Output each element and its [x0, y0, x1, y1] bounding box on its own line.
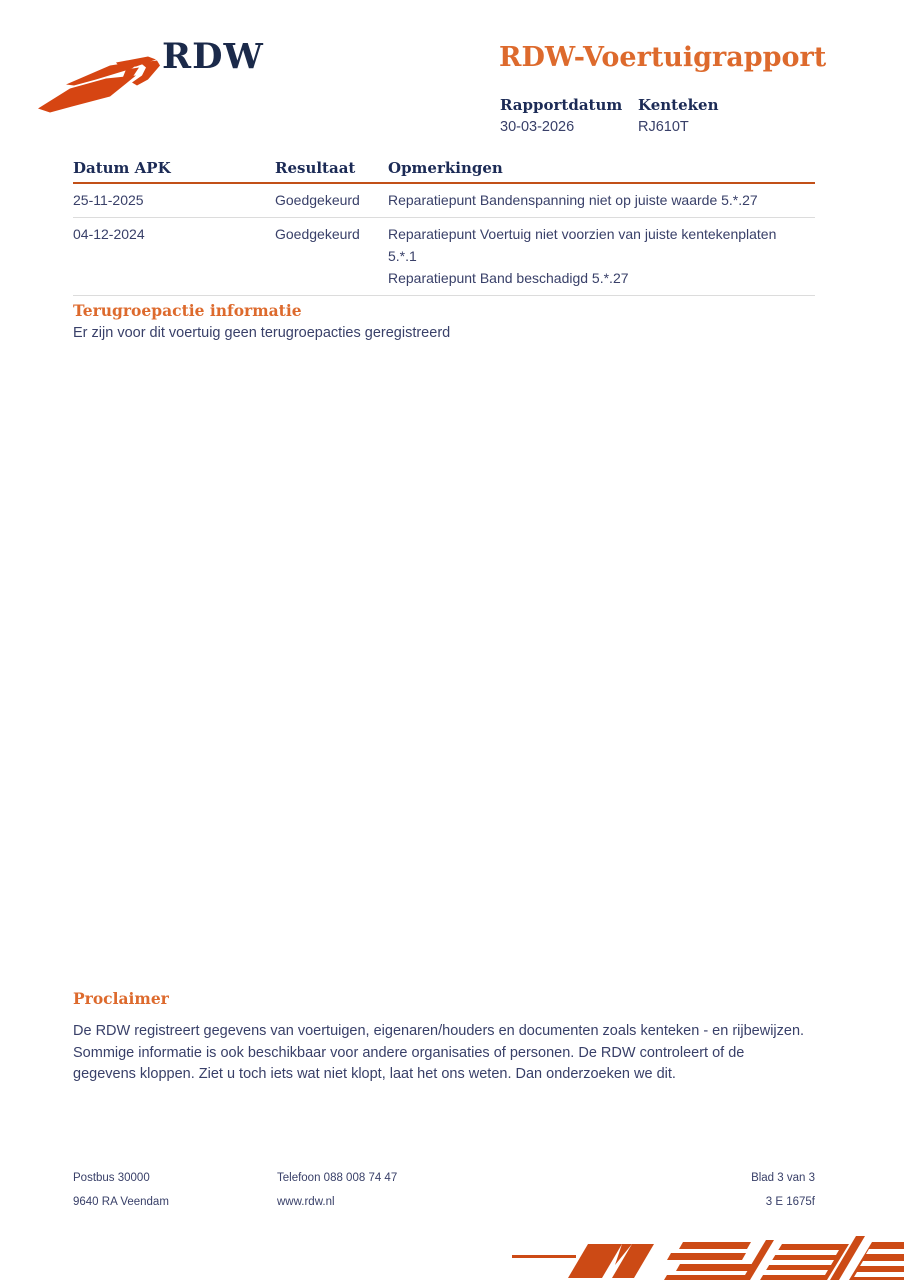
remark-line: Reparatiepunt Voertuig niet voorzien van juiste kentekenplaten 5.*.1 — [388, 226, 777, 264]
cell-opmerkingen — [388, 189, 815, 211]
rdw-feather-icon — [36, 50, 166, 118]
report-date-label: Rapportdatum — [500, 96, 623, 114]
recall-section-body: Er zijn voor dit voertuig geen terugroepacties geregistreerd — [73, 325, 451, 341]
table-row — [73, 184, 815, 218]
page-title: RDW-Voertuigrapport — [499, 42, 827, 73]
report-date-value: 30-03-2026 — [500, 119, 575, 135]
license-plate-value: RJ610T — [638, 119, 689, 135]
cell-datum: 25-11-2025 — [73, 192, 144, 208]
cell-resultaat: Goedgekeurd — [275, 226, 360, 242]
table-row — [73, 218, 815, 296]
cell-opmerkingen — [388, 223, 815, 289]
proclaimer-section-heading: Proclaimer — [73, 989, 169, 1008]
footer-page-number: Blad 3 van 3 — [751, 1172, 815, 1184]
recall-section-heading: Terugroepactie informatie — [73, 301, 302, 320]
footer-phone: Telefoon 088 008 74 47 — [277, 1172, 398, 1184]
cell-datum: 04-12-2024 — [73, 226, 145, 242]
cell-resultaat: Goedgekeurd — [275, 192, 360, 208]
remark-line: Reparatiepunt Band beschadigd 5.*.27 — [388, 270, 629, 286]
footer-postbus: Postbus 30000 — [73, 1172, 150, 1184]
column-header-datum-apk: Datum APK — [73, 159, 171, 177]
license-plate-label: Kenteken — [638, 96, 719, 114]
remark-line: Reparatiepunt Bandenspanning niet op juiste waarde 5.*.27 — [388, 192, 758, 208]
rdw-flag-stripes-icon — [504, 1234, 904, 1280]
footer-city: 9640 RA Veendam — [73, 1196, 169, 1208]
apk-history-table — [73, 159, 815, 296]
table-header-row — [73, 159, 815, 184]
proclaimer-section-body: De RDW registreert gegevens van voertuigen, eigenaren/houders en documenten zoals kenteken - en rijbewijzen. Sommige informatie is ook beschikbaar voor andere organisaties of personen. De RDW controleert of de gegevens kloppen. Ziet u toch iets wat niet klopt, laat het ons weten. Dan onderzoeken we dit. — [73, 1023, 805, 1082]
rdw-logo-text: RDW — [162, 36, 264, 77]
footer-doc-code: 3 E 1675f — [765, 1196, 815, 1208]
column-header-opmerkingen: Opmerkingen — [388, 159, 503, 177]
column-header-resultaat: Resultaat — [275, 159, 356, 177]
footer-website: www.rdw.nl — [277, 1196, 335, 1208]
